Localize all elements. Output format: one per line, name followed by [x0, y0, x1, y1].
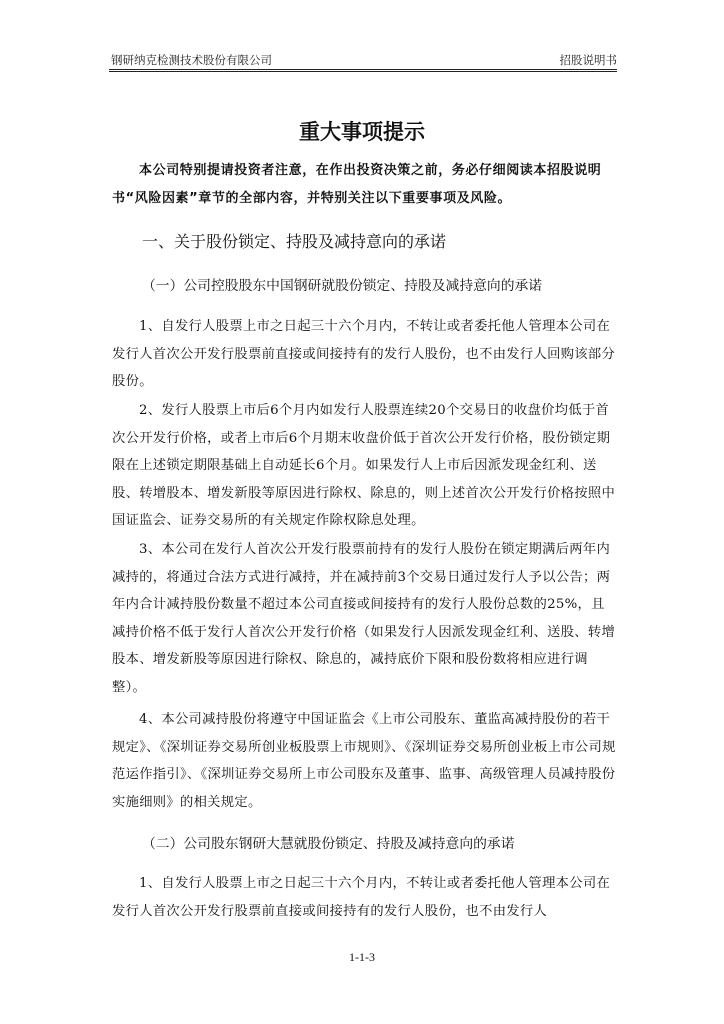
paragraph-2: 2、发行人股票上市后6个月内如发行人股票连续20个交易日的收盘价均低于首次公开发行价格，或者上市后6个月期末收盘价低于首次公开发行价格，股份锁定期限在上述锁定期限基础上自动延长6个月。如果发行人上市后因派发现金红利、送股、转增股本、增发新股等原因进行除权、除息的，则上述首次公开发行价格按照中国证监会、证券交易所的有关规定作除权除息处理。 — [112, 403, 616, 528]
paragraph-5: 1、自发行人股票上市之日起三十六个月内，不转让或者委托他人管理本公司在发行人首次公开发行股票前直接或间接持有的发行人股份，也不由发行人 — [112, 876, 611, 919]
intro-paragraph: 本公司特别提请投资者注意，在作出投资决策之前，务必仔细阅读本招股说明书“风险因素”章节的全部内容，并特别关注以下重要事项及风险。 — [112, 163, 602, 206]
paragraph-1: 1、自发行人股票上市之日起三十六个月内，不转让或者委托他人管理本公司在发行人首次公开发行股票前直接或间接持有的发行人股份，也不由发行人回购该部分股份。 — [112, 319, 616, 389]
header-doc-type: 招股说明书 — [559, 53, 617, 67]
header-rule — [109, 69, 617, 72]
section-heading-1: 一、关于股份锁定、持股及减持意向的承诺 — [142, 232, 447, 251]
paragraph-4: 4、本公司减持股份将遵守中国证监会《上市公司股东、董监高减持股份的若干规定》、《深圳证券交易所创业板股票上市规则》、《深圳证券交易所创业板上市公司规范运作指引》、《深圳证券交易所上市公司股东及董事、监事、高级管理人员减持股份实施细则》的相关规定。 — [112, 712, 616, 810]
page-header — [109, 50, 617, 68]
subsection-heading-1: （一）公司控股股东中国钢研就股份锁定、持股及减持意向的承诺 — [142, 278, 543, 294]
header-company: 钢研纳克检测技术股份有限公司 — [111, 53, 272, 67]
page-title: 重大事项提示 — [299, 120, 425, 144]
page-number: 1-1-3 — [349, 950, 375, 964]
subsection-heading-2: （二）公司股东钢研大慧就股份锁定、持股及减持意向的承诺 — [142, 836, 515, 852]
paragraph-3: 3、本公司在发行人首次公开发行股票前持有的发行人股份在锁定期满后两年内减持的，将通过合法方式进行减持，并在减持前3个交易日通过发行人予以公告；两年内合计减持股份数量不超过本公司直接或间接持有的发行人股份总数的25%，且减持价格不低于发行人首次公开发行价格（如果发行人因派发现金红利、送股、转增股本、增发新股等原因进行除权、除息的，减持底价下限和股份数将相应进行调整）。 — [112, 542, 616, 695]
